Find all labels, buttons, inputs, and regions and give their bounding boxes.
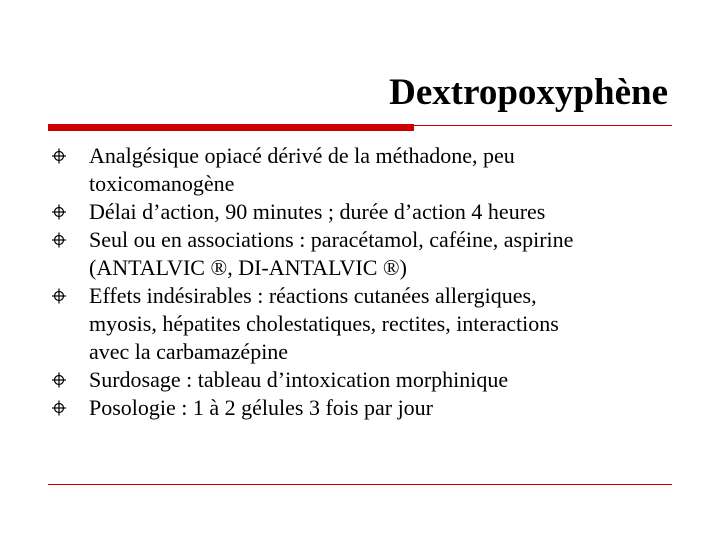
bullet-text-line: Analgésique opiacé dérivé de la méthadone, peu [89, 143, 515, 168]
bullet-text-line: Délai d’action, 90 minutes ; durée d’action 4 heures [89, 199, 546, 224]
bullet-text-line: Posologie : 1 à 2 gélules 3 fois par jour [89, 395, 434, 420]
bullet-item [48, 366, 688, 394]
bullet-text-line: Effets indésirables : réactions cutanées allergiques, [89, 283, 537, 308]
bullet-text-line: Seul ou en associations : paracétamol, caféine, aspirine [89, 227, 574, 252]
cross-circle-icon [51, 204, 67, 220]
cross-circle-icon [51, 372, 67, 388]
bullet-item [48, 282, 688, 366]
bullet-text-line: Surdosage : tableau d’intoxication morphinique [89, 367, 509, 392]
bullet-item [48, 394, 688, 422]
title-underline-thick [48, 124, 414, 131]
bullet-item [48, 142, 688, 198]
footer-rule [48, 484, 672, 485]
bullet-item [48, 226, 688, 282]
cross-circle-icon [51, 148, 67, 164]
bullet-item [48, 198, 688, 226]
cross-circle-icon [51, 232, 67, 248]
bullet-text-line: myosis, hépatites cholestatiques, rectites, interactions [89, 311, 559, 336]
cross-circle-icon [51, 400, 67, 416]
title-underline-thin [414, 125, 672, 126]
bullet-text-line: (ANTALVIC ®, DI-ANTALVIC ®) [89, 255, 407, 280]
bullet-text-line: avec la carbamazépine [89, 339, 289, 364]
bullet-list [48, 142, 688, 422]
slide-title: Dextropoxyphène [389, 72, 668, 113]
cross-circle-icon [51, 288, 67, 304]
bullet-text-line: toxicomanogène [89, 171, 235, 196]
